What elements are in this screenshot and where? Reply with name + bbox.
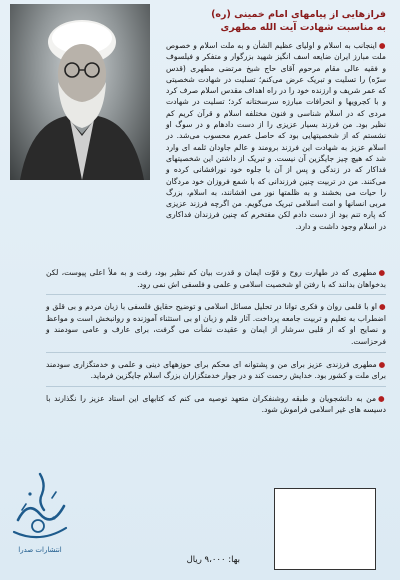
bullet-icon: ● bbox=[378, 268, 386, 277]
divider bbox=[46, 386, 386, 387]
paragraph-text: اینجانب به اسلام و اولیای عظیم الشأن و به ملت اسلام و خصوص ملت مبارز ایران ضایعه اسف انگیز شهید بزرگوار و متفکر و فیلسوف و فقیه عالی مقام مرحوم آقای حاج شیخ مرتضی مطهری (قدس سرّه) را تسلیت و تبریک عرض می‌کنم؛ تسلیت در شهادت شخصیتی که عمر شریف و ارزنده خود را در راه اهداف مقدس اسلام صرف کرد و با کجرویها و انحرافات مبارزه سرسختانه کرد؛ تسلیت در شهادت مردی که در اسلام شناسی و فنون مختلفه اسلام و قرآن کریم کم نظیر بود. من فرزند بسیار عزیزی را از دست دادهام و در سوگ او نشستم که از شخصیتهایی بود که حاصل عمرم محسوب می‌شد. در اسلام عزیز به شهادت این فرزند برومند و عالم جاودان ثلمه ای وارد شد که هیچ چیز جایگزین آن نیست. و تبریک از داشتن این شخصیتهای فداکار که در زندگی و پس از آن با جلوه خود نورافشانی کرده و می‌کنند. من در تربیت چنین فرزندانی که با شمع فروزان خود مردگان را حیات می بخشند و به ظلمتها نور می افشانند، به اسلام، بزرگ مربی انسانها و امت اسلامی تبریک می‌گویم. من اگرچه فرزند عزیزی که پاره تنم بود از دست دادم لکن مفتخرم که چنین فرزندان فداکاری در اسلام وجود داشت و دارد. bbox=[166, 41, 386, 231]
wide-column bbox=[46, 267, 386, 420]
sadra-calligraphy-logo bbox=[8, 470, 72, 570]
paragraph-text: او با قلمی روان و فکری توانا در تحلیل مسائل اسلامی و توضیح حقایق فلسفی با زبان مردم و بی قلق و اضطراب به تعلیم و تربیت جامعه پرداخت. آثار قلم و زبان او بی استثناء آموزنده و روانبخش است و مواعظ و نصایح او که از قلبی سرشار از ایمان و عقیدت نشأت می گرفت، برای عارف و عامی سودمند و فرحزاست. bbox=[46, 302, 386, 346]
narrow-column bbox=[166, 40, 386, 236]
portrait-photo bbox=[10, 4, 150, 180]
divider bbox=[46, 294, 386, 295]
bullet-icon: ● bbox=[378, 359, 386, 369]
paragraph bbox=[46, 359, 386, 382]
paragraph bbox=[46, 267, 386, 290]
paragraph bbox=[46, 393, 386, 416]
barcode-box bbox=[274, 488, 376, 570]
page-subtitle: به مناسبت شهادت آیت الله مطهری bbox=[220, 22, 386, 33]
bullet-icon: ● bbox=[378, 41, 386, 50]
page-title: فرازهایی از پیامهای امام خمینی (ره) bbox=[211, 9, 386, 20]
bullet-icon: ● bbox=[378, 393, 386, 403]
paragraph bbox=[46, 301, 386, 347]
publisher-name: انتشارات صدرا bbox=[18, 546, 62, 554]
paragraph-text: من به دانشجویان و طبقه روشنفکران متعهد توصیه می کنم که کتابهای این استاد عزیز را نگذارند با دسیسه های غیر اسلامی فراموش شود. bbox=[46, 393, 386, 415]
header bbox=[156, 8, 386, 34]
divider bbox=[46, 352, 386, 353]
paragraph bbox=[166, 40, 386, 232]
price-label: بها: ۹،۰۰۰ ریال bbox=[186, 555, 240, 565]
paragraph-text: مطهری که در طهارت روح و قوّت ایمان و قدرت بیان کم نظیر بود، رفت و به ملأ اعلی پیوست، لکن بدخواهان بدانند که با رفتن او شخصیت اسلامی و علمی و فلسفی اش نمی رود. bbox=[46, 268, 386, 289]
bullet-icon: ● bbox=[379, 302, 386, 312]
paragraph-text: مطهری فرزندی عزیز برای من و پشتوانه ای محکم برای حوزههای دینی و علمی و خدمتگزاری سودمند برای ملت و کشور بود. خدایش رحمت کند و در جوار خدمتگزاران بزرگ اسلام جایگزین فرماید. bbox=[46, 359, 386, 381]
